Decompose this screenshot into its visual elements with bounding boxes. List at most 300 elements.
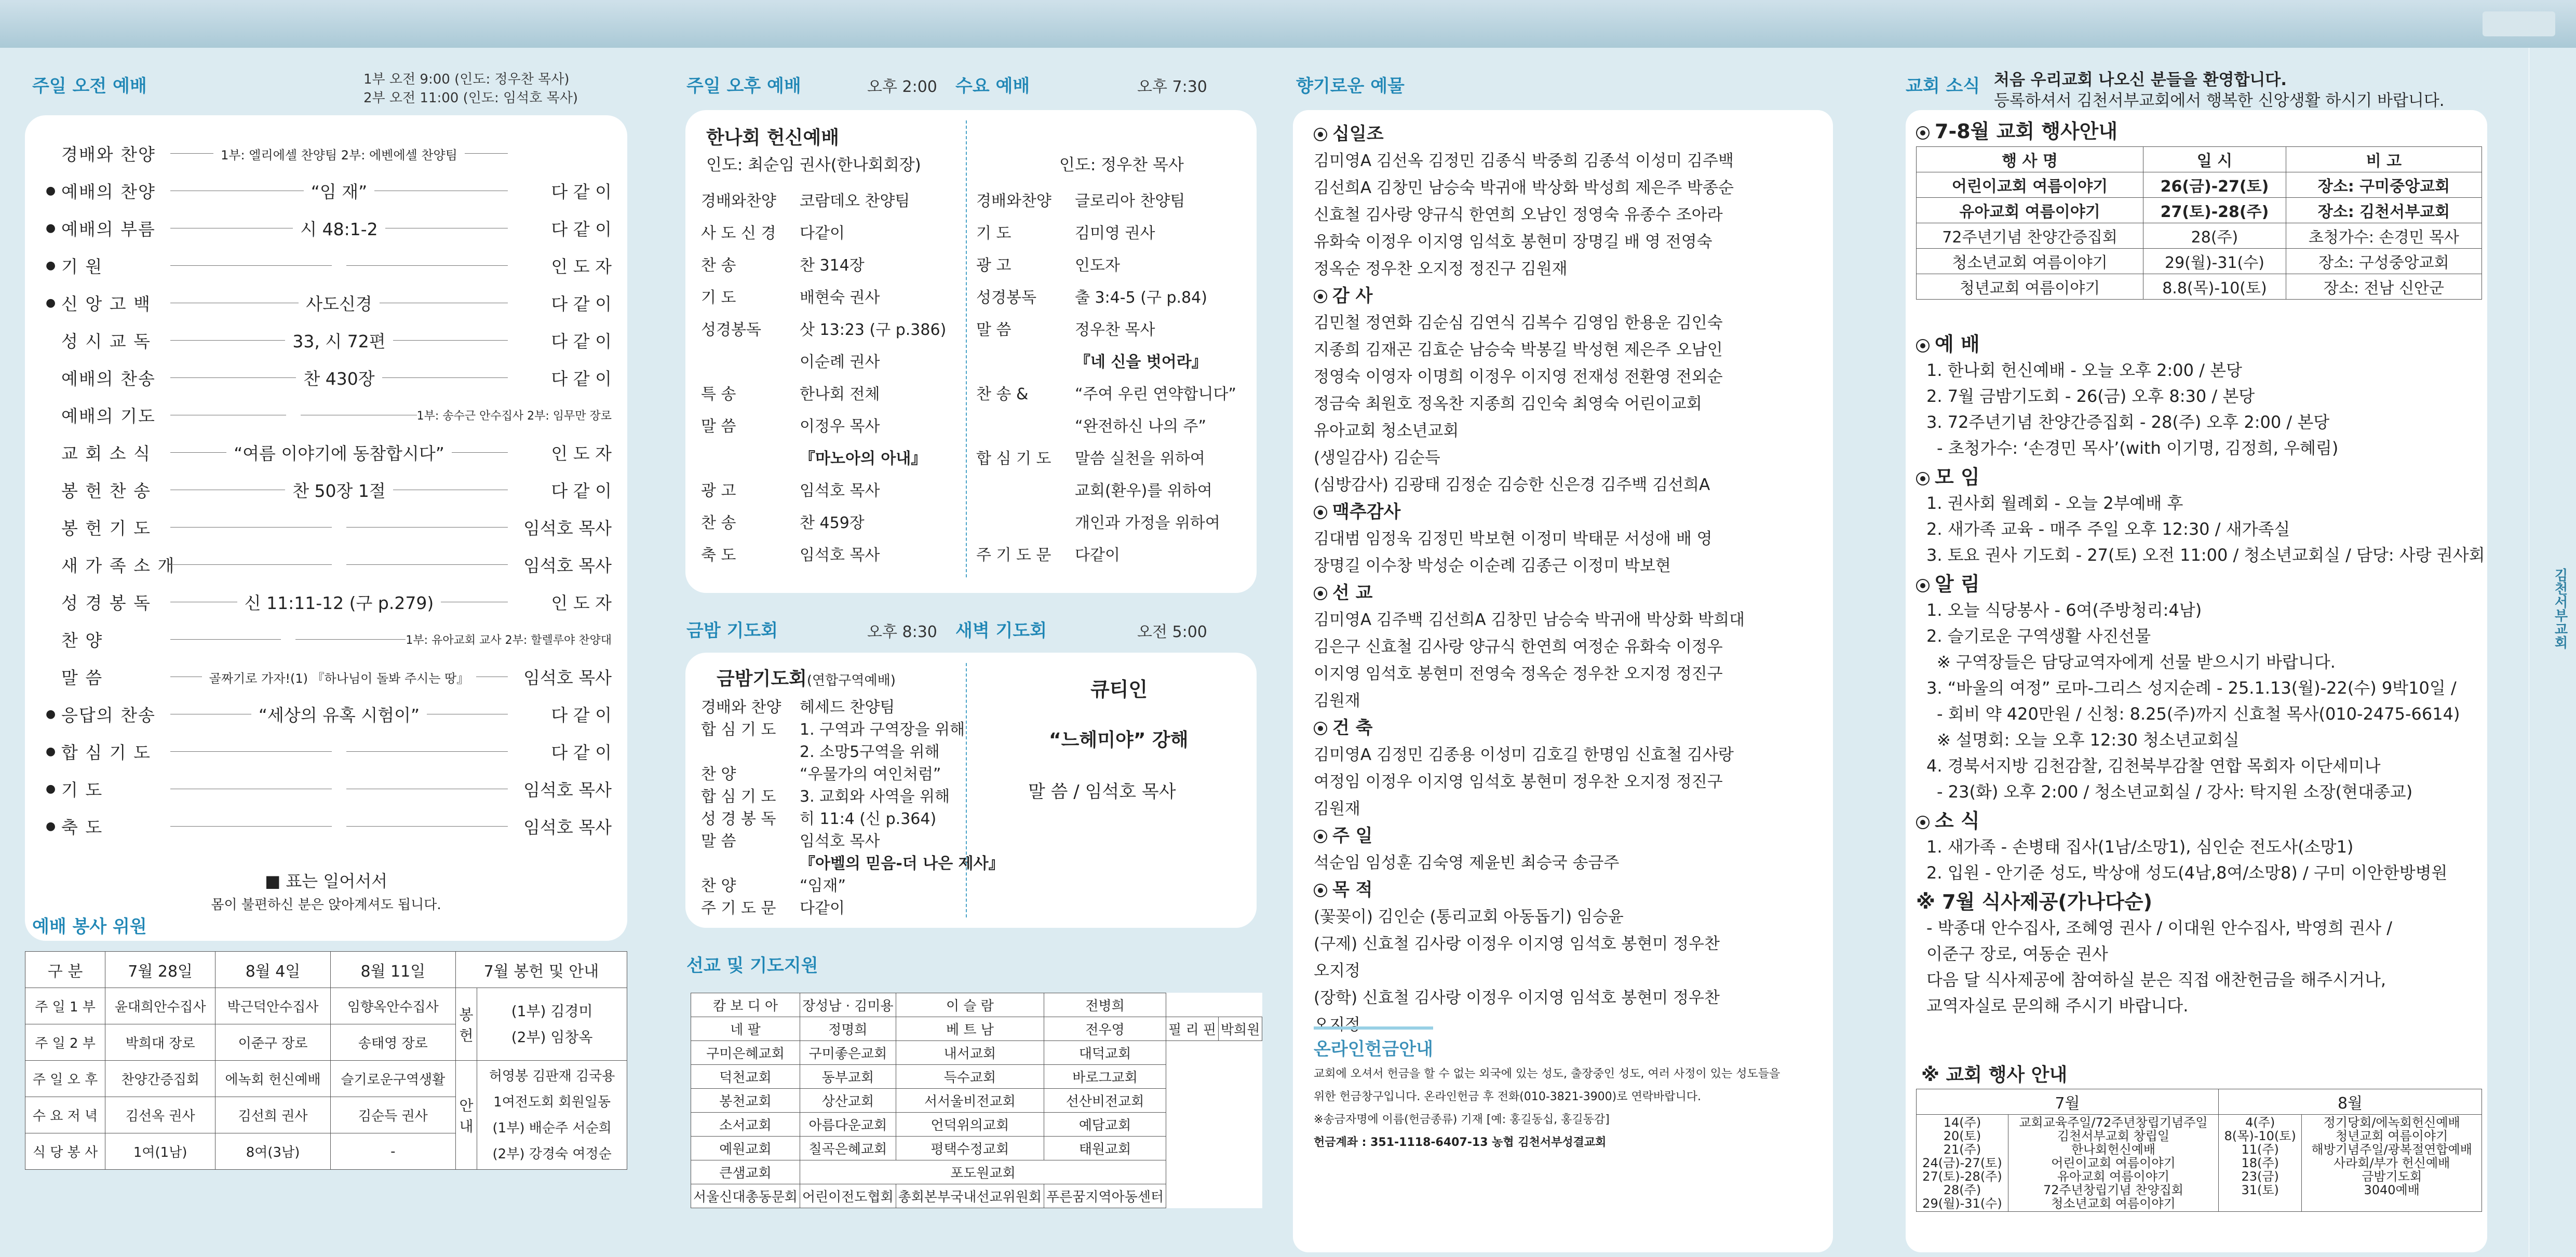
order-value: 임석호 목사 bbox=[800, 546, 880, 564]
event-section bbox=[1916, 115, 2477, 144]
mission-cell: 선산비전교회 bbox=[1044, 1089, 1166, 1113]
mission-cell: 아름다운교회 bbox=[800, 1113, 896, 1137]
order-item bbox=[170, 143, 508, 164]
duty-cell: 임향옥안수집사 bbox=[330, 988, 455, 1024]
bullet-icon bbox=[1314, 290, 1327, 303]
mission-cell: 정명희 bbox=[800, 1017, 896, 1041]
event-table bbox=[1916, 146, 2482, 300]
offering-names-line: 정옥순 정우찬 오지정 정진구 김원재 bbox=[1314, 260, 1568, 278]
duty-cell: 에녹회 헌신예배 bbox=[215, 1061, 331, 1097]
meal-line: 이준구 장로, 여동순 권사 bbox=[1926, 944, 2108, 964]
card-divider bbox=[966, 120, 967, 577]
order-row bbox=[46, 173, 612, 208]
duty-cell: 윤대희안수집사 bbox=[105, 988, 215, 1024]
mission-cell: 네 팔 bbox=[691, 1017, 800, 1041]
duty-row bbox=[25, 1061, 627, 1097]
offering-names-line: (장학) 신효철 김사랑 이정우 이지영 임석호 봉현미 정우찬 bbox=[1314, 989, 1720, 1007]
event-cell: 청년교회 여름이야기 bbox=[1917, 274, 2143, 300]
order-leader: 다 같 이 bbox=[551, 293, 612, 314]
mission-cell: 캄 보 디 아 bbox=[691, 993, 800, 1017]
schedule-title: ※ 교회 행사 안내 bbox=[1921, 1064, 2068, 1086]
meal-title: ※ 7월 식사제공(가나다순) bbox=[1916, 890, 2152, 913]
order-row bbox=[61, 510, 612, 544]
dawn-sermon: 말 씀 / 임석호 목사 bbox=[1028, 781, 1176, 802]
duty-cell: 주 일 1 부 bbox=[25, 988, 105, 1024]
morning-order-card bbox=[25, 115, 627, 941]
order-label: 말 씀 bbox=[61, 667, 103, 688]
afternoon-wednesday-card bbox=[685, 110, 1257, 593]
offering-names-line: 김미영A 김선옥 김정민 김종식 박중희 김종석 이성미 김주백 bbox=[1314, 152, 1734, 170]
duty-header-cell: 7월 28일 bbox=[105, 952, 215, 988]
stand-marker: ● bbox=[46, 782, 56, 795]
order-row bbox=[61, 435, 612, 469]
order-item-text: 찬 50장 1절 bbox=[285, 481, 393, 501]
order-value: 『마노아의 아내』 bbox=[800, 450, 927, 468]
mission-cell: 평택수정교회 bbox=[896, 1137, 1044, 1160]
event-title: 7-8월 교회 행사안내 bbox=[1935, 120, 2118, 143]
mission-cell: 전우영 bbox=[1044, 1017, 1166, 1041]
order-label: 교 회 소 식 bbox=[61, 443, 151, 464]
dawn-heading: 큐티인 bbox=[1090, 678, 1148, 701]
order-leader: 다 같 이 bbox=[551, 742, 612, 763]
order-leader: 1부: 송수근 안수집사 2부: 임무만 장로 bbox=[416, 409, 612, 423]
offering-names-line: 김원재 bbox=[1314, 692, 1360, 710]
online-line: 헌금계좌 : 351-1118-6407-13 농협 김천서부성결교회 bbox=[1314, 1136, 1607, 1149]
event-row bbox=[1917, 198, 2482, 223]
morning-column bbox=[0, 48, 659, 1257]
missions-title: 선교 및 기도지원 bbox=[686, 955, 818, 976]
mission-cell: 득수교회 bbox=[896, 1065, 1044, 1089]
offering-names-line: (구제) 신효철 김사랑 이정우 이지영 임석호 봉현미 정우찬 bbox=[1314, 935, 1720, 953]
offering-label: 봉 헌 bbox=[455, 988, 477, 1061]
news-section-title: 소 식 bbox=[1916, 808, 2477, 834]
order-row bbox=[61, 472, 612, 507]
order-label: 축 도 bbox=[701, 546, 736, 564]
order-value: “임재” bbox=[800, 877, 846, 895]
order-label: 찬 송 & bbox=[976, 385, 1029, 403]
mission-cell: 바로그교회 bbox=[1044, 1065, 1166, 1089]
mission-cell: 장성남 · 김미용 bbox=[800, 993, 896, 1017]
duty-cell: - bbox=[330, 1133, 455, 1170]
order-value: 1. 구역과 구역장을 위해 bbox=[800, 721, 965, 739]
news-line: 2. 슬기로운 구역생활 사진선물 bbox=[1926, 626, 2151, 646]
mission-cell: 상산교회 bbox=[800, 1089, 896, 1113]
mission-cell: 박희원 bbox=[1218, 1017, 1262, 1041]
order-row bbox=[46, 248, 612, 282]
order-value: 한나회 전체 bbox=[800, 385, 880, 403]
order-value: 헤세드 찬양팀 bbox=[800, 698, 895, 717]
stand-marker: ● bbox=[46, 221, 56, 235]
duty-cell: 주 일 오 후 bbox=[25, 1061, 105, 1097]
order-label: 기 원 bbox=[61, 256, 103, 277]
offering-names-line: 이지영 임석호 봉현미 전영숙 정옥순 정우찬 오지정 정진구 bbox=[1314, 665, 1723, 683]
order-label: 봉 헌 기 도 bbox=[61, 518, 151, 538]
bullet-icon bbox=[1314, 587, 1327, 600]
order-leader: 다 같 이 bbox=[551, 331, 612, 352]
order-value: “우물가의 여인처럼” bbox=[800, 765, 941, 783]
mission-cell: 언덕위의교회 bbox=[896, 1113, 1044, 1137]
order-value: 다같이 bbox=[1075, 546, 1120, 564]
event-row bbox=[1917, 274, 2482, 300]
mission-row bbox=[691, 993, 1262, 1017]
mission-cell: 어린이전도협회 bbox=[800, 1184, 896, 1208]
event-cell: 장소: 전남 신안군 bbox=[2286, 274, 2481, 300]
order-leader: 다 같 이 bbox=[551, 219, 612, 239]
offering-names-line: 유화숙 이정우 이지영 임석호 봉현미 장명길 배 영 전영숙 bbox=[1314, 233, 1712, 251]
mission-cell: 구미좋은교회 bbox=[800, 1041, 896, 1065]
stand-marker: ● bbox=[46, 745, 56, 758]
news-line: 3. 72주년기념 찬양간증집회 - 28(주) 오후 2:00 / 본당 bbox=[1926, 412, 2330, 432]
offering-names-line: 김대범 임정욱 김정민 박보현 이정미 박태문 서성애 배 영 bbox=[1314, 530, 1712, 548]
order-row bbox=[61, 136, 612, 170]
news-line: - 회비 약 420만원 / 신청: 8.25(주)까지 신효철 목사(010-2475-6614) bbox=[1937, 704, 2460, 724]
order-label: 기 도 bbox=[701, 289, 736, 307]
order-label: 성경봉독 bbox=[701, 321, 761, 339]
order-item bbox=[170, 555, 508, 575]
order-value: 다같이 bbox=[800, 224, 845, 242]
order-item bbox=[170, 255, 508, 276]
news-list bbox=[1916, 328, 2485, 1019]
order-item bbox=[170, 517, 508, 537]
news-line: 4. 경북서지방 김천감찰, 김천북부감찰 연합 목회자 이단세미나 bbox=[1926, 756, 2381, 776]
order-label: 광 고 bbox=[701, 482, 736, 500]
order-item-text: “여름 이야기에 동참합시다” bbox=[226, 443, 452, 464]
order-value: 정우찬 목사 bbox=[1075, 321, 1155, 339]
order-item-text bbox=[332, 816, 346, 836]
order-label: 경배와찬양 bbox=[976, 192, 1051, 210]
order-row bbox=[46, 772, 612, 806]
order-row bbox=[46, 809, 612, 843]
event-cell: 27(토)-28(주) bbox=[2143, 198, 2286, 223]
order-value: “주여 우린 연약합니다” bbox=[1075, 385, 1236, 403]
mission-cell: 소서교회 bbox=[691, 1113, 800, 1137]
order-label: 주 기 도 문 bbox=[701, 899, 776, 917]
mission-cell: 총회본부국내선교위원회 bbox=[896, 1184, 1044, 1208]
news-section-title: 알 림 bbox=[1916, 571, 2477, 597]
mission-cell: 예담교회 bbox=[1044, 1113, 1166, 1137]
july-events: 교회교육주일/72주년창립기념주일 김천서부교회 창립일 한나회헌신예배 어린이교회 여름이야기 유아교회 여름이야기 72주년창립기념 찬양집회 청소년교회 여름이야기 bbox=[2008, 1115, 2218, 1212]
duty-cell: 슬기로운구역생활 bbox=[330, 1061, 455, 1097]
bullet-icon bbox=[1916, 579, 1930, 592]
duty-cell: 8여(3남) bbox=[215, 1133, 331, 1170]
mission-cell: 동부교회 bbox=[800, 1065, 896, 1089]
duty-header-cell: 8월 11일 bbox=[330, 952, 455, 988]
july-header: 7월 bbox=[1917, 1089, 2219, 1115]
offering-names-line: 오지정 bbox=[1314, 1016, 1360, 1034]
order-leader: 1부: 유아교회 교사 2부: 할렐루야 찬양대 bbox=[406, 633, 612, 647]
dawn-theme: “느헤미야” 강해 bbox=[1049, 729, 1189, 751]
duty-cell: 김선옥 권사 bbox=[105, 1097, 215, 1133]
event-cell: 72주년기념 찬양간증집회 bbox=[1917, 223, 2143, 249]
event-cell: 장소: 김천서부교회 bbox=[2286, 198, 2481, 223]
bullet-icon bbox=[1314, 884, 1327, 897]
order-leader: 인 도 자 bbox=[551, 592, 612, 613]
order-item bbox=[170, 440, 508, 465]
duty-cell: 김선희 권사 bbox=[215, 1097, 331, 1133]
order-value: 말씀 실천을 위하여 bbox=[1075, 450, 1205, 468]
order-label: 광 고 bbox=[976, 256, 1011, 275]
order-label: 축 도 bbox=[61, 817, 103, 837]
order-label: 합 심 기 도 bbox=[701, 721, 776, 739]
order-value: 다같이 bbox=[800, 899, 845, 917]
order-item bbox=[170, 328, 508, 353]
friday-time: 오후 8:30 bbox=[867, 623, 937, 641]
event-cell: 어린이교회 여름이야기 bbox=[1917, 172, 2143, 198]
top-banner bbox=[0, 0, 2576, 48]
sit-note: 몸이 불편하신 분은 앉아계셔도 됩니다. bbox=[211, 897, 441, 913]
order-row bbox=[61, 360, 612, 395]
order-label: 합 심 기 도 bbox=[976, 450, 1051, 468]
mission-cell: 구미은혜교회 bbox=[691, 1041, 800, 1065]
mission-cell: 내서교회 bbox=[896, 1041, 1044, 1065]
friday-title: 금밤 기도회 bbox=[686, 620, 778, 641]
online-info bbox=[1314, 1063, 1823, 1154]
mission-cell: 대덕교회 bbox=[1044, 1041, 1166, 1065]
mission-cell: 푸른꿈지역아동센터 bbox=[1044, 1184, 1166, 1208]
bullet-icon bbox=[1916, 339, 1930, 353]
order-label: 말 씀 bbox=[976, 321, 1011, 339]
news-line: 2. 새가족 교육 - 매주 주일 오후 12:30 / 새가족실 bbox=[1926, 519, 2290, 539]
order-label: 말 씀 bbox=[701, 832, 736, 850]
order-row bbox=[46, 211, 612, 245]
order-value: 인도자 bbox=[1075, 256, 1120, 275]
order-item bbox=[170, 629, 406, 650]
order-label: 응답의 찬송 bbox=[61, 705, 156, 725]
offering-names-line: 오지정 bbox=[1314, 962, 1360, 980]
online-line: 교회에 오셔서 헌금을 할 수 없는 외국에 있는 성도, 출장중인 성도, 여러 사정이 있는 성도들을 bbox=[1314, 1067, 1781, 1080]
news-line: 1. 새가족 - 손병태 집사(1남/소망1), 심인순 전도사(소망1) bbox=[1926, 837, 2354, 857]
order-row bbox=[61, 323, 612, 357]
event-row bbox=[1917, 223, 2482, 249]
order-leader: 다 같 이 bbox=[551, 368, 612, 389]
order-label: 합 심 기 도 bbox=[61, 742, 151, 763]
online-line: 위한 헌금창구입니다. 온라인헌금 후 전화(010-3821-3900)로 연락바랍니다. bbox=[1314, 1090, 1702, 1103]
guide-label: 안 내 bbox=[455, 1061, 477, 1170]
news-line: ※ 구역장들은 담당교역자에게 선물 받으시기 바랍니다. bbox=[1937, 652, 2336, 672]
meal-line: - 박종대 안수집사, 조혜영 권사 / 이대원 안수집사, 박영희 권사 / bbox=[1926, 918, 2393, 938]
event-row bbox=[1917, 249, 2482, 274]
mission-cell: 칠곡은혜교회 bbox=[800, 1137, 896, 1160]
order-value: 교회(환우)를 위하여 bbox=[1075, 482, 1212, 500]
morning-time-1: 1부 오전 9:00 (인도: 정우찬 목사) bbox=[363, 72, 570, 87]
mission-cell: 서서울비전교회 bbox=[896, 1089, 1044, 1113]
order-item-text: 33, 시 72편 bbox=[285, 331, 393, 352]
order-label: 찬 송 bbox=[701, 514, 736, 532]
offering-names-line: 정금숙 최원호 정옥찬 지종희 김인숙 최영숙 어린이교회 bbox=[1314, 395, 1702, 413]
order-item-text bbox=[281, 629, 295, 650]
order-label: 성 경 봉 독 bbox=[701, 810, 776, 828]
offering-names-line: 유아교회 청소년교회 bbox=[1314, 422, 1459, 440]
order-item bbox=[170, 702, 508, 726]
news-card bbox=[1906, 110, 2487, 1252]
order-item bbox=[170, 291, 508, 315]
order-label: 찬 양 bbox=[61, 630, 103, 651]
offering-group-title: 건 축 bbox=[1314, 714, 1823, 741]
duty-cell: 이준구 장로 bbox=[215, 1024, 331, 1061]
news-line: - 초청가수: ‘손경민 목사’(with 이기명, 김정희, 우혜림) bbox=[1937, 438, 2339, 458]
wednesday-title: 수요 예배 bbox=[955, 76, 1030, 97]
july-dates: 14(주) 20(토) 21(주) 24(금)-27(토) 27(토)-28(주) 28(주) 29(월)-31(수) bbox=[1917, 1115, 2008, 1212]
order-item bbox=[170, 366, 508, 390]
guide-names: 허영봉 김판재 김국용 1여전도회 회원일동 (1부) 배순주 서순희 (2부) 강경숙 여정순 bbox=[477, 1061, 627, 1170]
order-item bbox=[170, 779, 508, 799]
order-item bbox=[170, 179, 508, 203]
order-label: 찬 양 bbox=[701, 877, 736, 895]
order-label: 찬 송 bbox=[701, 256, 736, 275]
event-header-cell: 일 시 bbox=[2143, 147, 2286, 172]
order-leader: 임석호 목사 bbox=[523, 555, 612, 576]
event-cell: 26(금)-27(토) bbox=[2143, 172, 2286, 198]
welcome-2: 등록하셔서 김천서부교회에서 행복한 신앙생활 하시기 바랍니다. bbox=[1994, 91, 2445, 110]
order-value: 『아벨의 믿음-더 나은 제사』 bbox=[800, 855, 1004, 873]
duty-cell: 김순득 권사 bbox=[330, 1097, 455, 1133]
afternoon-heading: 한나회 헌신예배 bbox=[706, 127, 839, 148]
news-line: 2. 입원 - 안기준 성도, 박상애 성도(4남,8여/소망8) / 구미 이안한방병원 bbox=[1926, 863, 2448, 883]
side-strip bbox=[2529, 48, 2576, 1257]
duty-row bbox=[25, 988, 627, 1024]
august-header: 8월 bbox=[2219, 1089, 2482, 1115]
mission-row bbox=[691, 1184, 1262, 1208]
fragrant-title: 향기로운 예물 bbox=[1296, 76, 1405, 97]
meal-line: 교역자실로 문의해 주시기 바랍니다. bbox=[1926, 996, 2189, 1016]
order-value: 찬 459장 bbox=[800, 514, 865, 532]
duty-cell: 박희대 장로 bbox=[105, 1024, 215, 1061]
news-column bbox=[1906, 48, 2529, 1257]
order-label: 경배와찬양 bbox=[701, 192, 776, 210]
offering-group-title: 맥추감사 bbox=[1314, 498, 1823, 525]
order-label: 사 도 신 경 bbox=[701, 224, 776, 242]
order-label: 주 기 도 문 bbox=[976, 546, 1051, 564]
dawn-title: 새벽 기도회 bbox=[955, 620, 1047, 641]
order-item-text: 찬 430장 bbox=[296, 369, 382, 389]
order-row bbox=[46, 734, 612, 768]
offering-names-line: 신효철 김사랑 양규식 한연희 오남인 정영숙 유종수 조아라 bbox=[1314, 206, 1723, 224]
order-value: 김미영 권사 bbox=[1075, 224, 1155, 242]
order-value: “완전하신 나의 주” bbox=[1075, 417, 1207, 436]
mission-cell: 큰샘교회 bbox=[691, 1160, 800, 1184]
news-line: 1. 한나회 헌신예배 - 오늘 오후 2:00 / 본당 bbox=[1926, 360, 2242, 380]
duty-cell: 찬양간증집회 bbox=[105, 1061, 215, 1097]
order-item-text: 골짜기로 가자!(1) 『하나님이 돌봐 주시는 땅』 bbox=[202, 671, 477, 686]
order-label: 예배의 부름 bbox=[61, 219, 156, 239]
order-item bbox=[170, 816, 508, 836]
offering-names-line: 김민철 정연화 김순심 김연식 김복수 김영임 한용운 김인숙 bbox=[1314, 314, 1723, 332]
mission-cell: 이 슬 람 bbox=[896, 993, 1044, 1017]
bullet-icon bbox=[1916, 816, 1930, 829]
wednesday-time: 오후 7:30 bbox=[1137, 78, 1207, 96]
order-leader: 임석호 목사 bbox=[523, 779, 612, 800]
mission-row bbox=[691, 1065, 1262, 1089]
offering-names-line: 김은구 신효철 김사랑 양규식 한연희 여정순 유화숙 이정우 bbox=[1314, 638, 1723, 656]
event-cell: 장소: 구성중앙교회 bbox=[2286, 249, 2481, 274]
offering-list bbox=[1314, 120, 1823, 1038]
order-item bbox=[170, 590, 508, 614]
offering-group-title: 십일조 bbox=[1314, 120, 1823, 147]
order-item-text: 신 11:11-12 (구 p.279) bbox=[237, 593, 441, 613]
event-row bbox=[1917, 172, 2482, 198]
order-value: 출 3:4-5 (구 p.84) bbox=[1075, 289, 1207, 307]
event-cell: 장소: 구미중앙교회 bbox=[2286, 172, 2481, 198]
order-leader: 인 도 자 bbox=[551, 256, 612, 277]
order-label: 봉 헌 찬 송 bbox=[61, 480, 151, 501]
news-section-title: 모 임 bbox=[1916, 464, 2477, 490]
news-line: 1. 오늘 식당봉사 - 6여(주방청리:4남) bbox=[1926, 600, 2202, 620]
order-value: 찬 314장 bbox=[800, 256, 865, 275]
event-cell: 초청가수: 손경민 목사 bbox=[2286, 223, 2481, 249]
mission-row bbox=[691, 1041, 1262, 1065]
order-leader: 임석호 목사 bbox=[523, 667, 612, 688]
order-label: 성 경 봉 독 bbox=[61, 592, 151, 613]
order-item-text: 1부: 엘리에셀 찬양팀 2부: 에벤에셀 찬양팀 bbox=[213, 148, 465, 163]
order-label: 신 앙 고 백 bbox=[61, 293, 151, 314]
mission-cell: 서울신대총동문회 bbox=[691, 1184, 800, 1208]
mission-cell: 예원교회 bbox=[691, 1137, 800, 1160]
order-value: 2. 소망5구역을 위해 bbox=[800, 743, 940, 761]
order-row bbox=[46, 286, 612, 320]
order-row bbox=[61, 659, 612, 694]
offering-names-line: 김선희A 김창민 남승숙 박귀애 박상화 박성희 제은주 박종순 bbox=[1314, 179, 1734, 197]
order-label: 예배의 기도 bbox=[61, 406, 156, 426]
offering-names-line: 김원재 bbox=[1314, 800, 1360, 818]
order-item-text: “임 재” bbox=[304, 182, 374, 202]
online-title: 온라인헌금안내 bbox=[1314, 1026, 1433, 1060]
mission-row bbox=[691, 1113, 1262, 1137]
event-header-cell: 비 고 bbox=[2286, 147, 2481, 172]
order-item-text: 시 48:1-2 bbox=[293, 219, 385, 239]
meal-line: 다음 달 식사제공에 참여하실 분은 직접 애찬헌금을 해주시거나, bbox=[1926, 970, 2386, 990]
order-leader: 임석호 목사 bbox=[523, 518, 612, 538]
order-item bbox=[170, 405, 417, 425]
order-item-text bbox=[286, 405, 301, 425]
mission-cell: 전병희 bbox=[1044, 993, 1166, 1017]
mission-row bbox=[691, 1017, 1262, 1041]
missions-table bbox=[691, 993, 1262, 1208]
order-value: 이순례 권사 bbox=[800, 353, 880, 371]
bullet-icon bbox=[1314, 128, 1327, 141]
stand-marker: ● bbox=[46, 819, 56, 833]
offering-names-line: 여정임 이정우 이지영 임석호 봉현미 정우찬 오지정 정진구 bbox=[1314, 773, 1723, 791]
bullet-icon bbox=[1314, 722, 1327, 735]
duty-cell: 송태영 장로 bbox=[330, 1024, 455, 1061]
order-item bbox=[170, 216, 508, 240]
order-label: 성경봉독 bbox=[976, 289, 1036, 307]
order-leader: 다 같 이 bbox=[551, 181, 612, 202]
order-value: 글로리아 찬양팀 bbox=[1075, 192, 1185, 210]
order-label: 특 송 bbox=[701, 385, 736, 403]
mission-cell: 태원교회 bbox=[1044, 1137, 1166, 1160]
offering-group-title: 감 사 bbox=[1314, 282, 1823, 309]
order-row bbox=[46, 697, 612, 731]
news-section-title: 예 배 bbox=[1916, 331, 2477, 357]
church-logo: 김천서부교회 bbox=[2552, 568, 2568, 649]
order-row bbox=[61, 622, 612, 656]
order-value: 『네 신을 벗어라』 bbox=[1075, 353, 1207, 371]
order-label: 찬 양 bbox=[701, 765, 736, 783]
bullet-icon bbox=[1916, 472, 1930, 485]
online-line: ※송금자명에 이름(헌금종류) 기재 [예: 홍길동십, 홍길동감] bbox=[1314, 1113, 1610, 1126]
offering-names-line: 장명길 이수창 박성순 이순례 김종근 이정미 박보현 bbox=[1314, 557, 1671, 575]
order-value: 삿 13:23 (구 p.386) bbox=[800, 321, 947, 339]
offering-group-title: 선 교 bbox=[1314, 579, 1823, 606]
order-row bbox=[61, 398, 612, 432]
order-label: 기 도 bbox=[976, 224, 1011, 242]
card-divider-2 bbox=[966, 663, 967, 917]
mission-row bbox=[691, 1137, 1262, 1160]
news-line: ※ 설명회: 오늘 오후 12:30 청소년교회실 bbox=[1937, 730, 2240, 750]
order-label: 성 시 교 독 bbox=[61, 331, 151, 352]
news-line: 2. 7월 금밤기도회 - 26(금) 오후 8:30 / 본당 bbox=[1926, 386, 2255, 406]
order-item bbox=[170, 478, 508, 502]
